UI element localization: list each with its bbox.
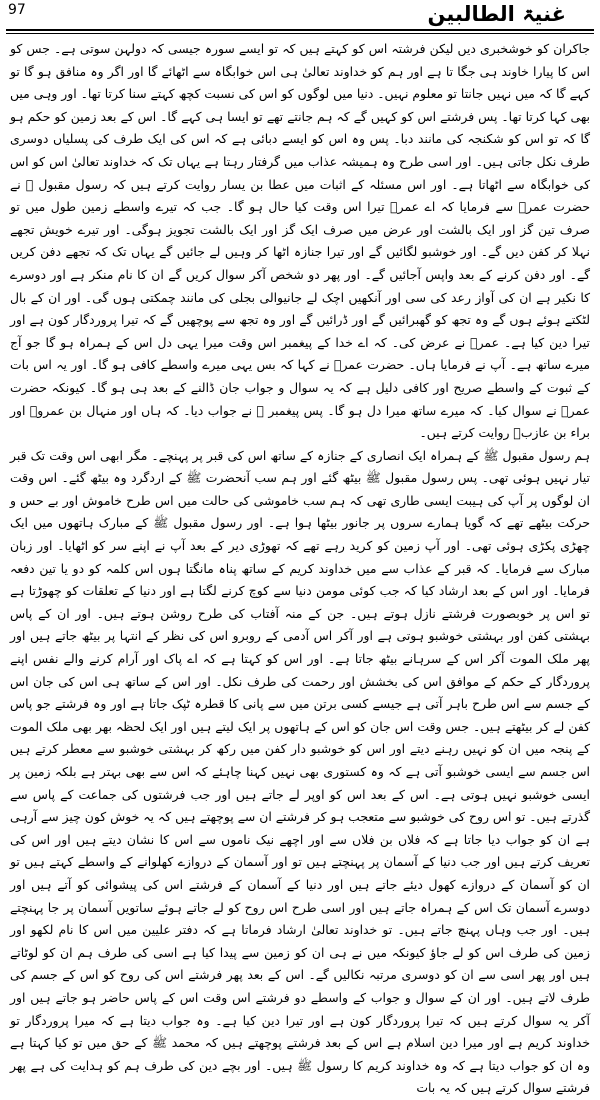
book-title: غنیۃ الطالبین [427,2,566,26]
paragraph-1: جاکران کو خوشخبری دیں لیکن فرشتہ اس کو کہتے ہیں کہ تو ایسے سورہ جیسی کہ دولہن سوتی ہے۔ جس کو اس کا پیارا خاوند ہی جگا تا ہے اور ہم کو خداوند تعالیٰ ہی اس خوابگاہ سے اٹھائے گا اور اگر وہ منافق ہو گا تو کہے گا کہ میں نہیں جانتا تو معلوم نہیں۔ دنیا میں لوگوں کو اس کی نسبت کچھ کہتے سنا کرتا تھا۔ اور وہی میں بھی کہا کرتا تھا۔ پس فرشتے اس کو کہیں گے کہ ہم جانتے تھے تو ایسا ہی کہے گا۔ اس کے بعد زمین کو حکم ہو گا کہ تو اس کو شکنجہ کی مانند دبا۔ پس وہ اس کو ایسے دبائی ہے کہ اس کی ایک طرف کی پسلیاں دوسری طرف نکل جاتی ہیں۔ اور اسی طرح وہ ہمیشہ عذاب میں گرفتار رہتا ہے یہاں تک کہ خداوند تعالیٰ اس کو اس کی خوابگاہ سے اٹھاتا ہے۔ اور اس مسئلہ کے اثبات میں عطا بن یسار روایت کرتے ہیں کہ رسول مقبول ﷺ نے حضرت عمرؓ سے فرمایا کہ اے عمرؓ تیرا اس وقت کیا حال ہو گا۔ جب کہ تیرے واسطے زمین طول میں تو صرف تین گز اور ایک بالشت اور عرض میں صرف ایک گز اور ایک بالشت تجویز ہوگی۔ اور تیرے خویش تجھے نہلا کر کفن دیں گے۔ اور خوشبو لگائیں گے اور تیرا جنازہ اٹھا کر وہیں لے جائیں گے یہاں تک کہ تجھے دفن کریں گے۔ اور دفن کرنے کے بعد واپس آجائیں گے۔ اور پھر دو شخص آکر سوال کریں گے ان کا نام منکر ہے اور دوسرے کا نکیر ہے ان کی آواز رعد کی سی اور آنکھیں اچک لے جانیوالی بجلی کی مانند چمکتی ہوں گی۔ اور ان کے بال لٹکتے ہوئے ہوں گے وہ تجھ کو گھبرائیں گے اور ڈرائیں گے اور وہ تجھ سے پوچھیں گے کہ تیرا پروردگار کون ہے اور تیرا دین کیا ہے۔ عمرؓ نے عرض کی۔ کہ اے خدا کے پیغمبر اس وقت میرا یہی دل اس کے ہمراہ ہو گا جو آج میرے ساتھ ہے۔ آپ نے فرمایا ہاں۔ حضرت عمرؓ نے کہا کہ بس یہی میرے واسطے کافی ہو گا۔ اور یہ اس بات کے ثبوت کے واسطے صریح اور کافی دلیل ہے کہ یہ سوال و جواب جان ڈالنے کے بعد ہی ہو گا۔ کیونکہ حضرت عمرؓ نے سوال کیا۔ کہ میرے ساتھ میرا دل ہو گا۔ پس پیغمبر ﷺ نے جواب دیا۔ کہ ہاں اور منہال بن عمروؓ اور براء بن عازبؓ روایت کرتے ہیں۔ [10,41,590,441]
header-divider [6,29,594,34]
page-number: 97 [8,2,26,18]
paragraph-2: ہم رسول مقبول ﷺ کے ہمراہ ایک انصاری کے جنازہ کے ساتھ اس کی قبر پر پہنچے۔ مگر ابھی اس وقت تک قبر تیار نہیں ہوئی تھی۔ پس رسول مقبول ﷺ بیٹھ گئے اور ہم سب آنحضرت ﷺ کے اردگرد وہ بیٹھ گئے۔ اس وقت ان لوگوں پر آپ کی ہیبت ایسی طاری تھی کہ ہم سب خاموشی کی حالت میں اس طرح خاموش اور بے حس و حرکت بیٹھے تھے کہ گویا ہمارے سروں پر جانور بیٹھا ہوا ہے۔ اور رسول مقبول ﷺ کے مبارک ہاتھوں میں ایک چھڑی پکڑی ہوئی تھی۔ اور آپ زمین کو کرید رہے تھے کہ تھوڑی دیر کے بعد آپ نے اپنے سر کو اٹھایا۔ اور زبان مبارک سے فرمایا۔ کہ قبر کے عذاب سے میں خداوند کریم کے ساتھ پناہ مانگتا ہوں اس کلمہ کو دو یا تین دفعہ فرمایا۔ اور اس کے بعد ارشاد کیا کہ جب کوئی مومن دنیا سے کوچ کرنے لگتا ہے اور دنیا کے تعلقات کو چھوڑتا ہے تو اس پر خوبصورت فرشتے نازل ہوتے ہیں۔ جن کے منہ آفتاب کی طرح روشن ہوتے ہیں۔ اور ان کے پاس بہشتی کفن اور بہشتی خوشبو ہوتی ہے اور آکر اس آدمی کے روبرو اس کی نظر کے انتہا پر بیٹھ جاتے ہیں اور پھر ملک الموت آکر اس کے سرہانے بیٹھ جاتا ہے۔ اور اس کو کہتا ہے کہ اے پاک اور آرام کرنے والے نفس اپنے پروردگار کے حکم کے موافق اس کی بخشش اور رحمت کی طرف نکل۔ اور اس کے ساتھ ہی اس کی جان اس کے جسم سے اس طرح باہر آتی ہے جیسے کسی برتن میں سے پانی کا قطرہ ٹپک جاتا ہے اور وہ فرشتے جو پاس کفن لے کر بیٹھتے ہیں۔ جس وقت اس جان کو اس کے ہاتھوں پر ایک لیتے ہیں اور ایک لحظہ بھر بھی ملک الموت کے پنجہ میں ان کو نہیں رہنے دیتے اور اس کو خوشبو دار کفن میں رکھ کر بہشتی خوشبو سے معطر کرتے ہیں اس جسم سے ایسی خوشبو آتی ہے کہ وہ کستوری بھی نہیں کہنا چاہئے کہ اس سے بھی بہتر ہے بلکہ زمین پر ایسی خوشبو نہیں ہوتی ہے۔ اس کے بعد اس کو اوپر لے جاتے ہیں اور جب فرشتوں کی جماعت کے پاس سے گذرتے ہیں۔ تو اس روح کی خوشبو سے متعجب ہو کر فرشتے ان سے پوچھتے ہیں کہ یہ خوش کون چیز سے آرہی ہے ان کو جواب دیا جاتا ہے کہ فلاں بن فلاں سے اور اچھے نیک ناموں سے اس کا نشان دیتے ہیں اور اس کی تعریف کرتے ہیں اور جب دنیا کے آسمان پر پہنچتے ہیں تو اور آسمان کے دروازے کھلوانے کے واسطے کہتے ہیں تو ان کو آسمان کے دروازے کھول دیئے جاتے ہیں اور دنیا کے آسمان کے فرشتے اس کی پیشوائی کو آتے ہیں اور دوسرے آسمان تک اس کے ہمراہ جاتے ہیں اور اسی طرح اس روح کو لے جاتے ہوئے ساتویں آسمان پر جا پہنچتے ہیں۔ اور جب وہاں پہنچ جاتے ہیں۔ تو خداوند تعالیٰ ارشاد فرماتا ہے کہ دفتر علیین میں اس کا نام لکھو اور زمین کی طرف اس کو لے جاؤ کیونکہ میں نے ہی ان کو زمین سے پیدا کیا ہے اسی کی طرف ہم ان کو لوٹاتے ہیں اور پھر اسی سے ان کو دوسری مرتبہ نکالیں گے۔ اس کے بعد پھر فرشتے اس کی روح کو اس کے جسم کی طرف لاتے ہیں۔ اور ان کے سوال و جواب کے واسطے دو فرشتے اس وقت اس کے پاس حاضر ہو جاتے ہیں اور آکر یہ سوال کرتے ہیں کہ تیرا پروردگار کون ہے اور تیرا دین کیا ہے۔ وہ جواب دیتا ہے کہ میرا پروردگار تو خداوند کریم ہے اور میرا دین اسلام ہے اس کے بعد فرشتے پوچھتے ہیں کہ محمد ﷺ کے حق میں تو کیا کہتا ہے وہ ان کو جواب دیتا ہے کہ وہ خداوند کریم کا رسول ﷺ ہیں۔ اور بچے دین کی طرف ہم کو ہدایت کی ہے پھر فرشتے سوال کرتے ہیں کہ یہ بات [10,447,590,1096]
page-body [10,38,590,1096]
